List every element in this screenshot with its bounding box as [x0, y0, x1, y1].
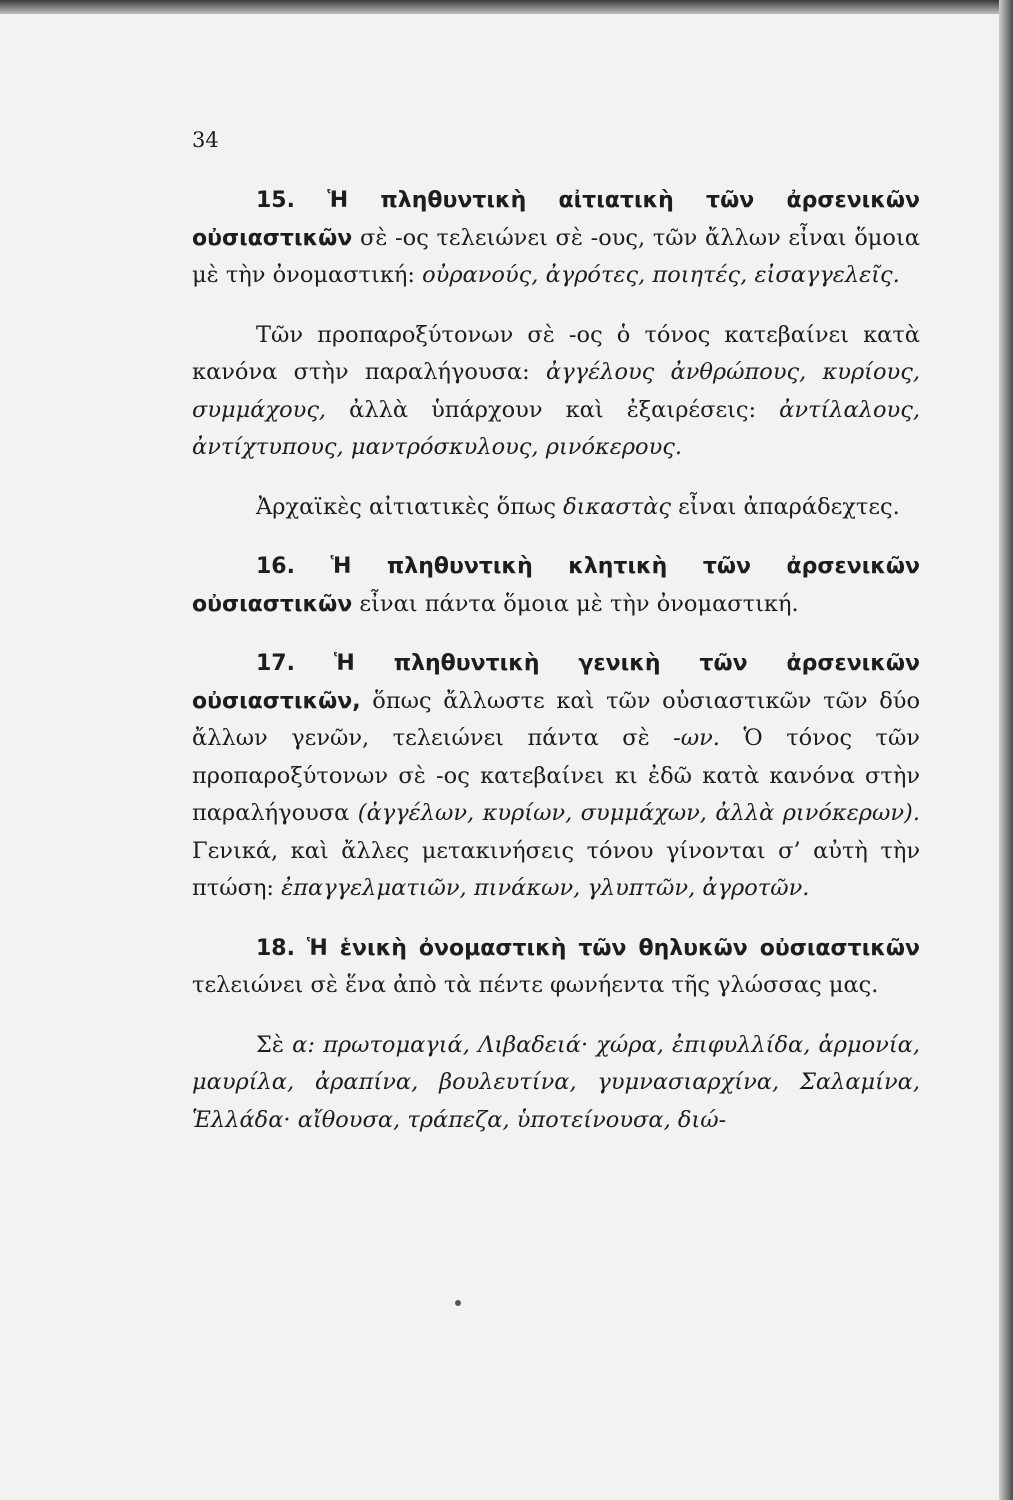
page-content — [192, 128, 920, 1139]
section-18 — [192, 930, 920, 1005]
section-16-heading: 16. Ἡ πληθυντικὴ κλητικὴ τῶν ἀρσενικῶν οὐσιαστικῶν — [192, 554, 920, 617]
page-number: 34 — [192, 128, 219, 152]
section-16 — [192, 548, 920, 623]
section-18-examples-intro: Σὲ — [256, 1031, 293, 1058]
section-16-text: εἶναι πάντα ὅμοια μὲ τὴν ὀνομαστική. — [352, 590, 799, 617]
section-18-heading: 18. Ἡ ἑνικὴ ὀνομαστικὴ τῶν θηλυκῶν οὐσιαστικῶν — [256, 935, 920, 961]
section-17-text-2: Ὁ τόνος τῶν προπαροξύτονων σὲ -ος κατεβαίνει κι ἐδῶ κατὰ κανόνα στὴν παραλήγουσα — [192, 725, 920, 826]
section-15-heading: 15. Ἡ πληθυντικὴ αἰτιατικὴ τῶν ἀρσενικῶν οὐσιαστικῶν — [192, 188, 920, 251]
accent-rule-examples: ἀγγέλους ἀνθρώπους, κυρίους, συμμάχους, — [192, 359, 920, 423]
section-17 — [192, 645, 920, 908]
section-17-examples-2: ἐπαγγελματιῶν, πινάκων, γλυπτῶν, ἀγροτῶν. — [281, 875, 810, 901]
section-17-text-3: Γενικά, καὶ ἄλλες μετακινήσεις τόνου γίνονται σ’ αὐτὴ τὴν πτώση: — [192, 837, 920, 901]
ink-speck — [455, 1300, 461, 1306]
scan-top-edge — [0, 0, 1013, 14]
section-15-examples: οὐρανούς, ἀγρότες, ποιητές, εἰσαγγελεῖς. — [422, 262, 900, 288]
archaic-example: δικαστὰς — [563, 493, 672, 520]
section-17-heading: 17. Ἡ πληθυντικὴ γενικὴ τῶν ἀρσενικῶν οὐσιαστικῶν, — [192, 651, 920, 714]
section-17-ending: -ων. — [673, 725, 720, 751]
section-18-examples: α: πρωτομαγιά, Λιβαδειά· χώρα, ἐπιφυλλίδα, ἁρμονία, μαυρίλα, ἀραπίνα, βουλευτίνα, γυμνασιαρχίνα, Σαλαμίνα, Ἑλλάδα· αἴθουσα, τράπεζα, ὑποτείνουσα, διώ- — [192, 1031, 920, 1133]
section-18-examples-paragraph — [192, 1027, 920, 1140]
section-15 — [192, 182, 920, 295]
section-17-examples-1: (ἀγγέλων, κυρίων, συμμάχων, ἀλλὰ ρινόκερων). — [357, 800, 920, 826]
section-15-archaic-paragraph — [192, 489, 920, 527]
section-17-text-1: ὅπως ἄλλωστε καὶ τῶν οὐσιαστικῶν τῶν δύο ἄλλων γενῶν, τελειώνει πάντα σὲ — [192, 687, 920, 751]
archaic-text-2: εἶναι ἀπαράδεχτες. — [671, 493, 900, 520]
scan-right-edge — [999, 0, 1013, 1500]
accent-rule-text: Τῶν προπαροξύτονων σὲ -ος ὁ τόνος κατεβαίνει κατὰ κανόνα στὴν παραλήγουσα: — [192, 321, 920, 385]
section-15-accent-paragraph — [192, 317, 920, 467]
section-18-text: τελειώνει σὲ ἕνα ἀπὸ τὰ πέντε φωνήεντα τῆς γλώσσας μας. — [192, 972, 879, 998]
accent-exceptions-examples: ἀντίλαλους, ἀντίχτυπους, μαντρόσκυλους, ρινόκερους. — [192, 396, 920, 460]
section-15-text: σὲ -ος τελειώνει σὲ -ους, τῶν ἄλλων εἶναι ὅμοια μὲ τὴν ὀνομαστική: — [192, 224, 920, 288]
archaic-text-1: Ἀρχαϊκὲς αἰτιατικὲς ὅπως — [256, 493, 564, 520]
accent-exceptions-text: ἀλλὰ ὑπάρχουν καὶ ἐξαιρέσεις: — [326, 396, 780, 423]
